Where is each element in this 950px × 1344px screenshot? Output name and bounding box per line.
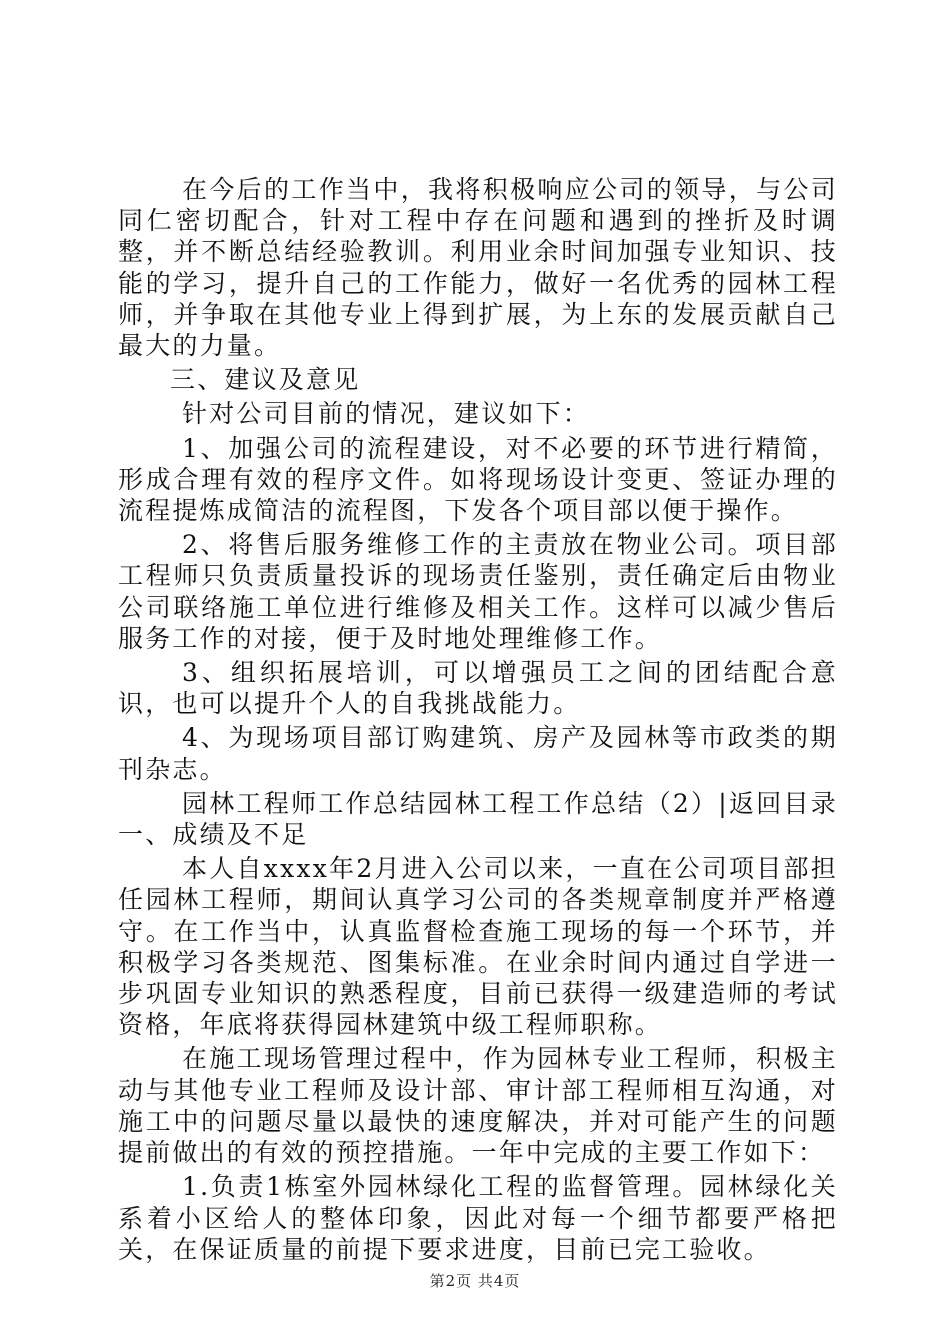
paragraph-suggestion-1: 1、加强公司的流程建设，对不必要的环节进行精简，形成合理有效的程序文件。如将现场设计变更、签证办理的流程提炼成简洁的流程图，下发各个项目部以便于操作。 xyxy=(118,433,838,526)
paragraph-suggestions-intro: 针对公司目前的情况，建议如下： xyxy=(182,399,591,429)
page-number-footer: 第2页 共4页 xyxy=(429,1272,521,1290)
paragraph-achievements: 本人自xxxx年2月进入公司以来，一直在公司项目部担任园林工程师，期间认真学习公司的各类规章制度并严格遵守。在工作当中，认真监督检查施工现场的每一个环节，并积极学习各类规范、图集标准。在业余时间内通过自学进一步巩固专业知识的熟悉程度，目前已获得一级建造师的考试资格，年底将获得园林建筑中级工程师职称。 xyxy=(118,854,838,1040)
paragraph-suggestion-2: 2、将售后服务维修工作的主责放在物业公司。项目部工程师只负责质量投诉的现场责任鉴别，责任确定后由物业公司联络施工单位进行维修及相关工作。这样可以减少售后服务工作的对接，便于及时地处理维修工作。 xyxy=(118,530,838,653)
document-body xyxy=(118,174,838,1268)
paragraph-work-plan: 在今后的工作当中，我将积极响应公司的领导，与公司同仁密切配合，针对工程中存在问题和遇到的挫折及时调整，并不断总结经验教训。利用业余时间加强专业知识、技能的学习，提升自己的工作能力，做好一名优秀的园林工程师，并争取在其他专业上得到扩展，为上东的发展贡献自己最大的力量。 xyxy=(118,175,838,361)
paragraph-suggestion-4: 4、为现场项目部订购建筑、房产及园林等市政类的期刊杂志。 xyxy=(118,723,838,784)
section-heading-suggestions: 三、建议及意见 xyxy=(170,365,361,395)
paragraph-work-item-1: 1.负责1栋室外园林绿化工程的监督管理。园林绿化关系着小区给人的整体印象，因此对每一个细节都要严格把关，在保证质量的前提下要求进度，目前已完工验收。 xyxy=(118,1172,838,1264)
paragraph-section-title: 园林工程师工作总结园林工程工作总结（2）|返回目录一、成绩及不足 xyxy=(118,788,838,850)
paragraph-site-management: 在施工现场管理过程中，作为园林专业工程师，积极主动与其他专业工程师及设计部、审计部工程师相互沟通，对施工中的问题尽量以最快的速度解决，并对可能产生的问题提前做出的有效的预控措施。一年中完成的主要工作如下： xyxy=(118,1044,838,1168)
paragraph-suggestion-3: 3、组织拓展培训，可以增强员工之间的团结配合意识，也可以提升个人的自我挑战能力。 xyxy=(118,658,838,719)
